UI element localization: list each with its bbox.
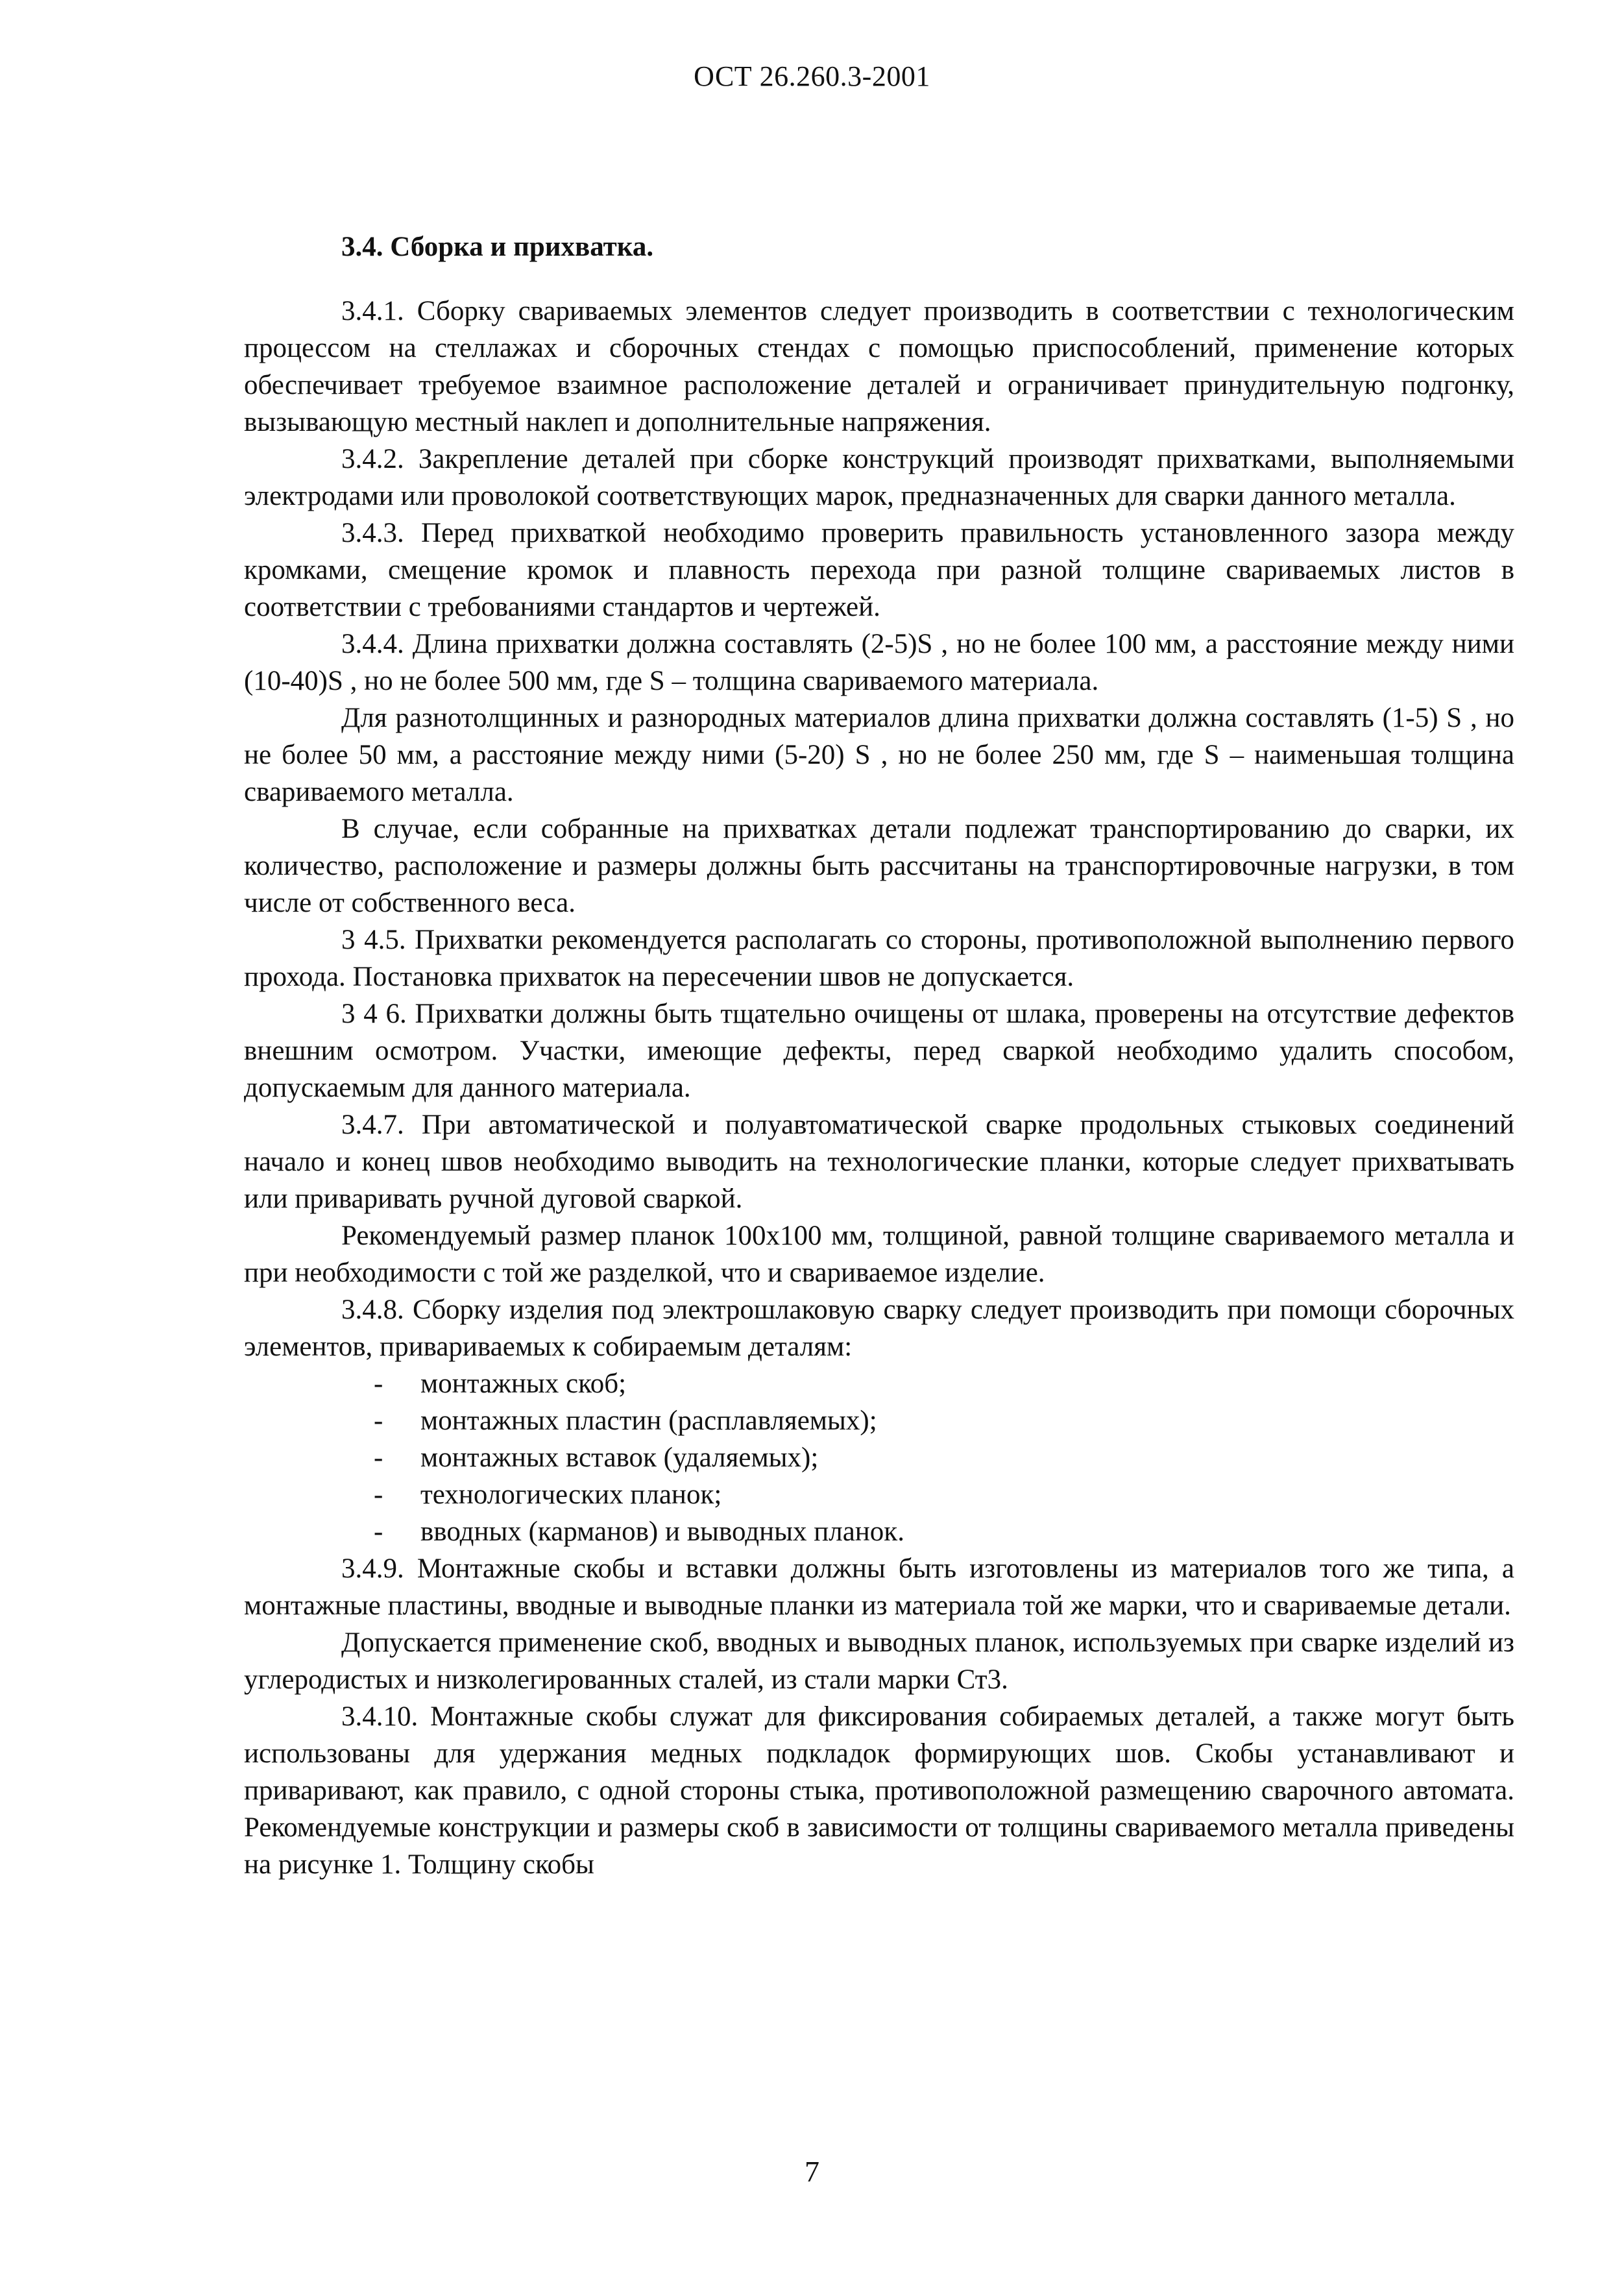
paragraph-3-4-10: 3.4.10. Монтажные скобы служат для фиксирования собираемых деталей, а также могут быть использованы для удержания медных подкладок формирующих шов. Скобы устанавливают и приваривают, как правило, с одной стороны стыка, противоположной размещению сварочного автомата. Рекомендуемые конструкции и размеры скоб в зависимости от толщины свариваемого металла приведены на рисунке 1. Толщину скобы [244,1701,1514,1880]
paragraph-3-4-5: 3 4.5. Прихватки рекомендуется располагать со стороны, противоположной выполнению первого прохода. Постановка прихваток на пересечении швов не допускается. [244,925,1514,992]
paragraph-3-4-4-dissimilar: Для разнотолщинных и разнородных материалов длина прихватки должна составлять (1-5) S , но не более 50 мм, а расстояние между ними (5-20) S , но не более 250 мм, где S – наименьшая толщина свариваемого металла. [244,703,1514,807]
list-item: - монтажных пластин (расплавляемых); [374,1402,1514,1439]
paragraph-3-4-1: 3.4.1. Сборку свариваемых элементов следует производить в соответствии с технологическим процессом на стеллажах и сборочных стендах с помощью приспособлений, применение которых обеспечивает требуемое взаимное расположение деталей и ограничивает принудительную подгонку, вызывающую местный наклеп и дополнительные напряжения. [244,296,1514,437]
paragraph-3-4-3: 3.4.3. Перед прихваткой необходимо проверить правильность установленного зазора между кромками, смещение кромок и плавность перехода при разной толщине свариваемых листов в соответствии с требованиями стандартов и чертежей. [244,518,1514,622]
paragraph-3-4-6: 3 4 6. Прихватки должны быть тщательно очищены от шлака, проверены на отсутствие дефектов внешним осмотром. Участки, имеющие дефекты, перед сваркой необходимо удалить способом, допускаемым для данного материала. [244,999,1514,1103]
paragraph-3-4-4-transport: В случае, если собранные на прихватках детали подлежат транспортированию до сварки, их количество, расположение и размеры должны быть рассчитаны на транспортировочные нагрузки, в том числе от собственного веса. [244,814,1514,918]
document-body [244,228,1514,1883]
standard-code-header: ОСТ 26.260.3-2001 [694,60,930,92]
paragraph-3-4-9: 3.4.9. Монтажные скобы и вставки должны быть изготовлены из материалов того же типа, а монтажные пластины, вводные и выводные планки из материала той же марки, что и свариваемые детали. [244,1553,1514,1621]
paragraph-3-4-7-plates: Рекомендуемый размер планок 100х100 мм, толщиной, равной толщине свариваемого металла и при необходимости с той же разделкой, что и свариваемое изделие. [244,1221,1514,1288]
assembly-elements-list [244,1365,1514,1550]
paragraph-3-4-2: 3.4.2. Закрепление деталей при сборке конструкций производят прихватками, выполняемыми электродами или проволокой соответствующих марок, предназначенных для сварки данного металла. [244,444,1514,511]
list-item: - монтажных скоб; [374,1365,1514,1402]
paragraph-3-4-7: 3.4.7. При автоматической и полуавтоматической сварке продольных стыковых соединений начало и конец швов необходимо выводить на технологические планки, которые следует прихватывать или приваривать ручной дуговой сваркой. [244,1110,1514,1214]
paragraph-3-4-9-st3: Допускается применение скоб, вводных и выводных планок, используемых при сварке изделий из углеродистых и низколегированных сталей, из стали марки Ст3. [244,1627,1514,1695]
list-item: - монтажных вставок (удаляемых); [374,1439,1514,1476]
page-number: 7 [805,2155,819,2188]
list-item: - вводных (карманов) и выводных планок. [374,1513,1514,1550]
list-item: - технологических планок; [374,1476,1514,1513]
paragraph-3-4-8: 3.4.8. Сборку изделия под электрошлаковую сварку следует производить при помощи сборочных элементов, привариваемых к собираемым деталям: [244,1295,1514,1362]
paragraph-3-4-4: 3.4.4. Длина прихватки должна составлять (2-5)S , но не более 100 мм, а расстояние между ними (10-40)S , но не более 500 мм, где S – толщина свариваемого материала. [244,629,1514,696]
section-title: 3.4. Сборка и прихватка. [341,232,654,262]
